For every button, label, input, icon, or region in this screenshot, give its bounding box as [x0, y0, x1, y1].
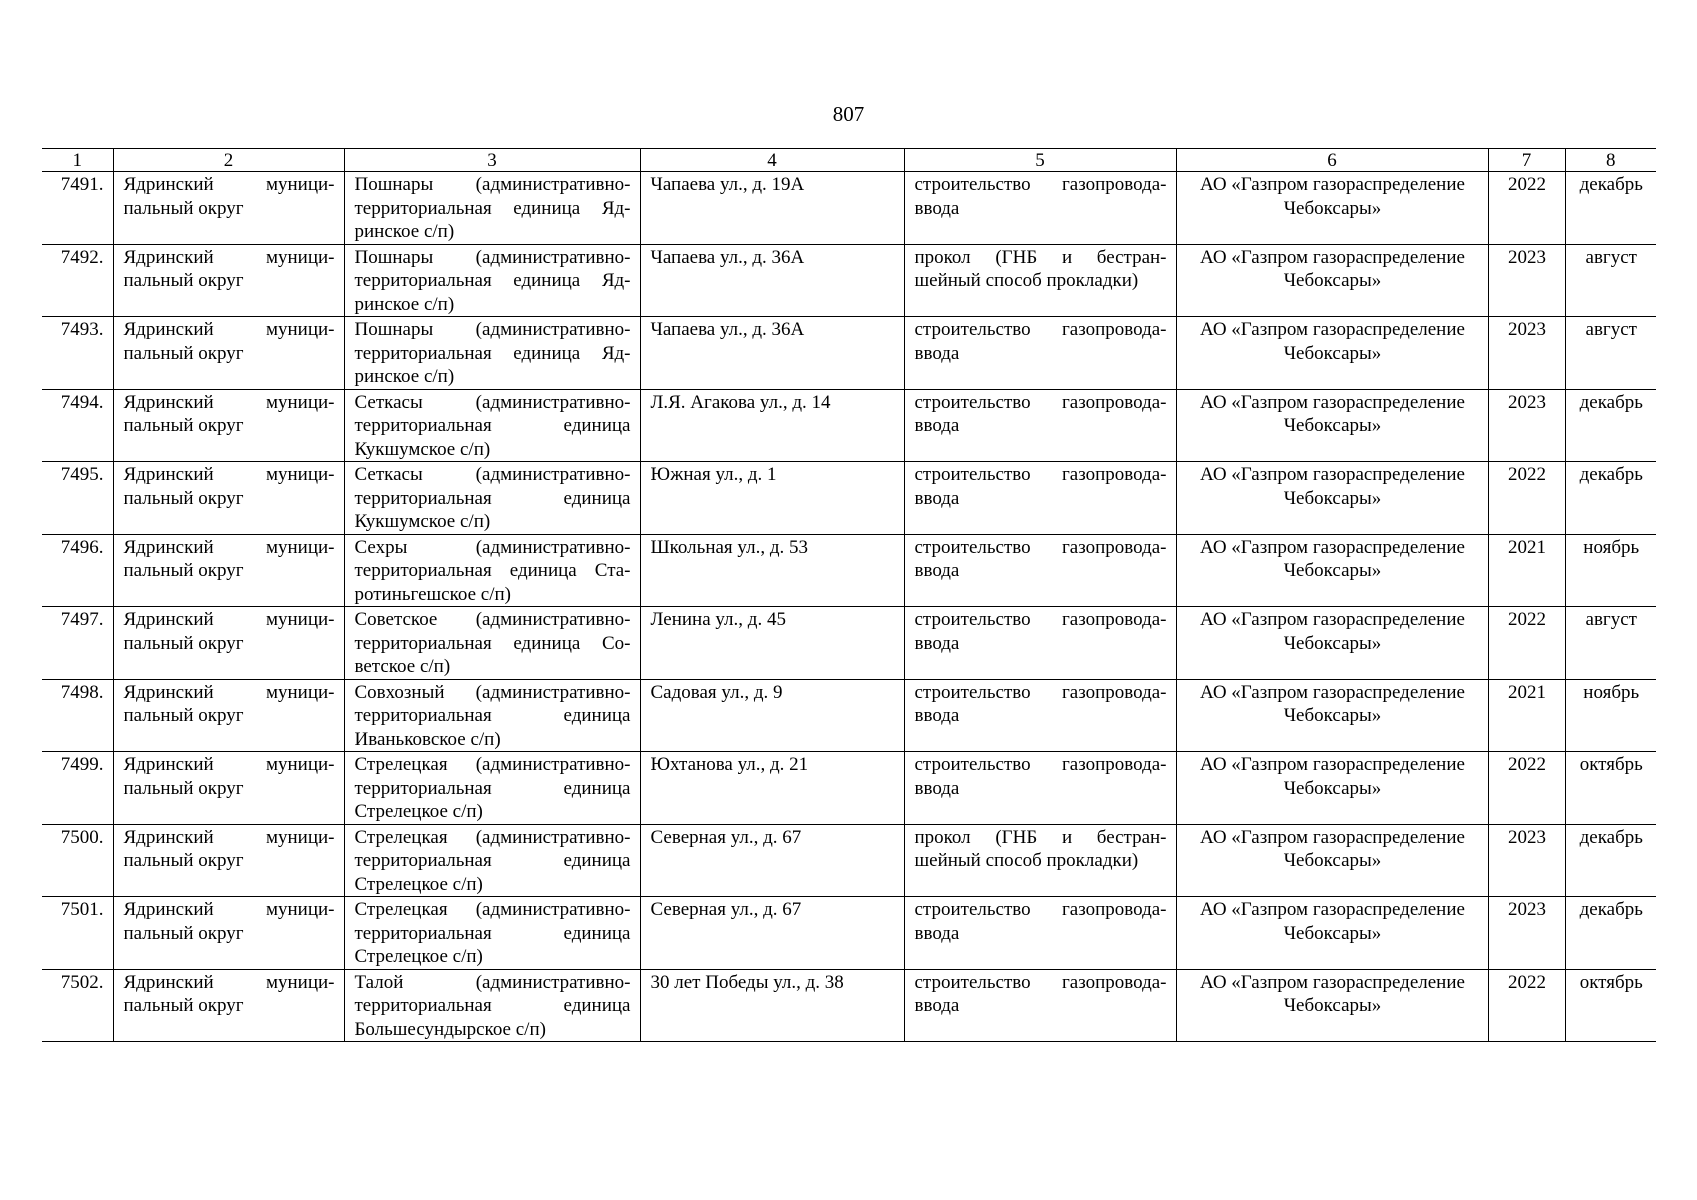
organization-cell-line: АО «Газпром газораспределение	[1200, 536, 1465, 558]
work-type-cell-line: строительство газопровода-	[914, 609, 1167, 630]
district-cell	[113, 244, 344, 317]
locality-cell-line: территориальная единица Яд-	[354, 342, 631, 364]
locality-cell-line: Иваньковское с/п)	[354, 728, 501, 750]
address-cell: Чапаева ул., д. 36А	[640, 244, 904, 317]
district-cell	[113, 679, 344, 752]
month-cell: август	[1565, 607, 1656, 680]
organization-cell-line: АО «Газпром газораспределение	[1200, 826, 1465, 848]
district-cell-line: Ядринский муници-	[123, 754, 335, 775]
district-cell-line: пальный округ	[123, 270, 244, 291]
work-type-cell-line: ввода	[914, 777, 960, 799]
organization-cell	[1176, 534, 1488, 607]
organization-cell	[1176, 679, 1488, 752]
work-type-cell	[904, 317, 1176, 390]
month-cell: декабрь	[1565, 172, 1656, 245]
locality-cell	[344, 462, 640, 535]
table-row	[42, 752, 1656, 825]
organization-cell	[1176, 752, 1488, 825]
address-cell: Садовая ул., д. 9	[640, 679, 904, 752]
work-type-cell-line: строительство газопровода-	[914, 899, 1167, 920]
organization-cell-line: Чебоксары»	[1283, 995, 1382, 1016]
organization-cell	[1176, 389, 1488, 462]
address-cell: Северная ул., д. 67	[640, 897, 904, 970]
row-number: 7493.	[42, 317, 113, 390]
locality-cell-line: территориальная единица	[354, 705, 631, 726]
work-type-cell-line: строительство газопровода-	[914, 391, 1167, 413]
locality-cell	[344, 824, 640, 897]
organization-cell	[1176, 172, 1488, 245]
work-type-cell	[904, 679, 1176, 752]
work-type-cell	[904, 534, 1176, 607]
table-row	[42, 897, 1656, 970]
locality-cell	[344, 752, 640, 825]
organization-cell-line: АО «Газпром газораспределение	[1200, 609, 1465, 630]
district-cell-line: пальный округ	[123, 197, 244, 219]
locality-cell-line: Стрелецкая (административно-	[354, 899, 631, 920]
work-type-cell-line: ввода	[914, 705, 960, 726]
locality-cell-line: ротиньгешское с/п)	[354, 583, 511, 605]
row-number: 7497.	[42, 607, 113, 680]
locality-cell-line: Стрелецкое с/п)	[354, 946, 483, 967]
organization-cell-line: АО «Газпром газораспределение	[1200, 464, 1465, 485]
organization-cell-line: АО «Газпром газораспределение	[1200, 971, 1465, 993]
year-cell: 2023	[1488, 389, 1565, 462]
organization-cell	[1176, 244, 1488, 317]
work-type-cell-line: ввода	[914, 632, 960, 654]
work-type-cell	[904, 172, 1176, 245]
locality-cell	[344, 607, 640, 680]
locality-cell-line: территориальная единица	[354, 850, 631, 871]
work-type-cell-line: ввода	[914, 922, 960, 944]
table-row	[42, 462, 1656, 535]
district-cell-line: Ядринский муници-	[123, 899, 335, 920]
district-cell-line: Ядринский муници-	[123, 609, 335, 630]
page-number: 807	[832, 102, 865, 126]
address-cell: 30 лет Победы ул., д. 38	[640, 969, 904, 1042]
year-cell: 2021	[1488, 679, 1565, 752]
column-header: 7	[1488, 149, 1565, 172]
district-cell-line: Ядринский муници-	[123, 971, 335, 993]
locality-cell-line: территориальная единица Ста-	[354, 560, 631, 581]
month-cell: декабрь	[1565, 897, 1656, 970]
district-cell-line: пальный округ	[123, 560, 244, 581]
district-cell-line: пальный округ	[123, 342, 244, 364]
locality-cell-line: ринское с/п)	[354, 221, 455, 242]
locality-cell	[344, 534, 640, 607]
district-cell	[113, 462, 344, 535]
table-row	[42, 244, 1656, 317]
work-type-cell	[904, 897, 1176, 970]
work-type-cell-line: строительство газопровода-	[914, 681, 1167, 703]
organization-cell	[1176, 607, 1488, 680]
locality-cell-line: Пошнары (административно-	[354, 246, 631, 268]
locality-cell-line: Стрелецкая (административно-	[354, 826, 631, 848]
organization-cell-line: Чебоксары»	[1283, 415, 1382, 436]
address-cell: Юхтанова ул., д. 21	[640, 752, 904, 825]
registry-body	[42, 172, 1656, 1042]
address-cell: Ленина ул., д. 45	[640, 607, 904, 680]
row-number: 7500.	[42, 824, 113, 897]
organization-cell-line: АО «Газпром газораспределение	[1200, 681, 1465, 703]
work-type-cell-line: ввода	[914, 342, 960, 364]
table-row	[42, 534, 1656, 607]
work-type-cell	[904, 969, 1176, 1042]
column-header: 4	[640, 149, 904, 172]
district-cell-line: пальный округ	[123, 415, 244, 436]
locality-cell	[344, 317, 640, 390]
locality-cell-line: ветское с/п)	[354, 656, 451, 677]
locality-cell-line: Сеткасы (административно-	[354, 391, 631, 413]
year-cell: 2023	[1488, 897, 1565, 970]
locality-cell-line: Советское (административно-	[354, 609, 631, 630]
registry-table	[42, 148, 1656, 1042]
district-cell	[113, 752, 344, 825]
month-cell: ноябрь	[1565, 679, 1656, 752]
year-cell: 2021	[1488, 534, 1565, 607]
work-type-cell	[904, 244, 1176, 317]
work-type-cell-line: прокол (ГНБ и бестран-	[914, 246, 1167, 268]
table-row	[42, 969, 1656, 1042]
organization-cell-line: Чебоксары»	[1283, 197, 1382, 219]
table-row	[42, 389, 1656, 462]
row-number: 7502.	[42, 969, 113, 1042]
locality-cell-line: Совхозный (административно-	[354, 681, 631, 703]
month-cell: декабрь	[1565, 462, 1656, 535]
organization-cell-line: АО «Газпром газораспределение	[1200, 899, 1465, 920]
work-type-cell-line: ввода	[914, 995, 960, 1016]
year-cell: 2023	[1488, 824, 1565, 897]
address-cell: Л.Я. Агакова ул., д. 14	[640, 389, 904, 462]
address-cell: Чапаева ул., д. 19А	[640, 172, 904, 245]
district-cell-line: пальный округ	[123, 487, 244, 509]
address-cell: Чапаева ул., д. 36А	[640, 317, 904, 390]
organization-cell	[1176, 824, 1488, 897]
column-header: 1	[42, 149, 113, 172]
district-cell-line: пальный округ	[123, 777, 244, 799]
district-cell-line: Ядринский муници-	[123, 826, 335, 848]
district-cell-line: Ядринский муници-	[123, 174, 335, 195]
organization-cell-line: АО «Газпром газораспределение	[1200, 319, 1465, 340]
header-row	[42, 149, 1656, 172]
locality-cell-line: Кукшумское с/п)	[354, 511, 491, 532]
work-type-cell-line: строительство газопровода-	[914, 464, 1167, 485]
row-number: 7498.	[42, 679, 113, 752]
locality-cell-line: территориальная единица Яд-	[354, 197, 631, 219]
month-cell: октябрь	[1565, 969, 1656, 1042]
district-cell	[113, 897, 344, 970]
work-type-cell-line: ввода	[914, 560, 960, 581]
locality-cell-line: Стрелецкая (административно-	[354, 754, 631, 775]
work-type-cell-line: строительство газопровода-	[914, 536, 1167, 558]
organization-cell-line: АО «Газпром газораспределение	[1200, 174, 1465, 195]
work-type-cell	[904, 607, 1176, 680]
locality-cell-line: территориальная единица	[354, 487, 631, 509]
locality-cell-line: ринское с/п)	[354, 293, 455, 315]
locality-cell-line: Сеткасы (административно-	[354, 464, 631, 485]
district-cell	[113, 534, 344, 607]
column-header: 5	[904, 149, 1176, 172]
table-row	[42, 317, 1656, 390]
locality-cell-line: Талой (административно-	[354, 971, 631, 993]
work-type-cell-line: шейный способ прокладки)	[914, 270, 1139, 291]
column-header: 2	[113, 149, 344, 172]
work-type-cell-line: ввода	[914, 197, 960, 219]
organization-cell-line: Чебоксары»	[1283, 342, 1382, 364]
district-cell-line: Ядринский муници-	[123, 681, 335, 703]
locality-cell	[344, 897, 640, 970]
row-number: 7492.	[42, 244, 113, 317]
locality-cell-line: территориальная единица	[354, 922, 631, 944]
district-cell-line: Ядринский муници-	[123, 464, 335, 485]
locality-cell-line: Сехры (административно-	[354, 536, 631, 558]
table-row	[42, 824, 1656, 897]
work-type-cell-line: шейный способ прокладки)	[914, 850, 1139, 871]
year-cell: 2022	[1488, 969, 1565, 1042]
organization-cell-line: Чебоксары»	[1283, 705, 1382, 726]
work-type-cell	[904, 389, 1176, 462]
organization-cell-line: Чебоксары»	[1283, 560, 1382, 581]
district-cell-line: пальный округ	[123, 850, 244, 871]
work-type-cell	[904, 752, 1176, 825]
work-type-cell-line: строительство газопровода-	[914, 971, 1167, 993]
district-cell-line: Ядринский муници-	[123, 319, 335, 340]
month-cell: декабрь	[1565, 389, 1656, 462]
month-cell: август	[1565, 317, 1656, 390]
row-number: 7496.	[42, 534, 113, 607]
locality-cell-line: территориальная единица	[354, 995, 631, 1016]
year-cell: 2022	[1488, 607, 1565, 680]
year-cell: 2022	[1488, 172, 1565, 245]
district-cell	[113, 969, 344, 1042]
organization-cell-line: Чебоксары»	[1283, 777, 1382, 799]
district-cell-line: Ядринский муници-	[123, 391, 335, 413]
work-type-cell	[904, 824, 1176, 897]
month-cell: декабрь	[1565, 824, 1656, 897]
district-cell-line: пальный округ	[123, 995, 244, 1016]
organization-cell-line: Чебоксары»	[1283, 922, 1382, 944]
locality-cell	[344, 969, 640, 1042]
organization-cell-line: АО «Газпром газораспределение	[1200, 246, 1465, 268]
year-cell: 2022	[1488, 462, 1565, 535]
year-cell: 2022	[1488, 752, 1565, 825]
district-cell-line: пальный округ	[123, 632, 244, 654]
district-cell	[113, 317, 344, 390]
organization-cell	[1176, 897, 1488, 970]
organization-cell-line: Чебоксары»	[1283, 270, 1382, 291]
district-cell	[113, 824, 344, 897]
work-type-cell-line: строительство газопровода-	[914, 754, 1167, 775]
row-number: 7499.	[42, 752, 113, 825]
organization-cell-line: Чебоксары»	[1283, 487, 1382, 509]
year-cell: 2023	[1488, 317, 1565, 390]
row-number: 7491.	[42, 172, 113, 245]
locality-cell	[344, 244, 640, 317]
organization-cell	[1176, 462, 1488, 535]
organization-cell	[1176, 317, 1488, 390]
work-type-cell-line: ввода	[914, 487, 960, 509]
organization-cell-line: АО «Газпром газораспределение	[1200, 391, 1465, 413]
locality-cell	[344, 172, 640, 245]
organization-cell-line: Чебоксары»	[1283, 850, 1382, 871]
locality-cell-line: Пошнары (административно-	[354, 174, 631, 195]
address-cell: Северная ул., д. 67	[640, 824, 904, 897]
district-cell-line: Ядринский муници-	[123, 246, 335, 268]
district-cell	[113, 607, 344, 680]
column-header: 8	[1565, 149, 1656, 172]
district-cell-line: пальный округ	[123, 922, 244, 944]
locality-cell-line: Стрелецкое с/п)	[354, 873, 483, 895]
organization-cell-line: АО «Газпром газораспределение	[1200, 754, 1465, 775]
locality-cell-line: ринское с/п)	[354, 366, 455, 387]
district-cell-line: Ядринский муници-	[123, 536, 335, 558]
address-cell: Школьная ул., д. 53	[640, 534, 904, 607]
column-header: 3	[344, 149, 640, 172]
month-cell: ноябрь	[1565, 534, 1656, 607]
locality-cell	[344, 679, 640, 752]
district-cell-line: пальный округ	[123, 705, 244, 726]
locality-cell-line: территориальная единица Яд-	[354, 270, 631, 291]
table-row	[42, 679, 1656, 752]
work-type-cell-line: строительство газопровода-	[914, 319, 1167, 340]
work-type-cell-line: прокол (ГНБ и бестран-	[914, 826, 1167, 848]
locality-cell-line: Пошнары (административно-	[354, 319, 631, 340]
month-cell: август	[1565, 244, 1656, 317]
locality-cell-line: территориальная единица	[354, 777, 631, 799]
table-row	[42, 607, 1656, 680]
locality-cell-line: Большесундырское с/п)	[354, 1018, 546, 1040]
district-cell	[113, 172, 344, 245]
district-cell	[113, 389, 344, 462]
row-number: 7501.	[42, 897, 113, 970]
work-type-cell	[904, 462, 1176, 535]
locality-cell-line: Кукшумское с/п)	[354, 438, 491, 460]
table-row	[42, 172, 1656, 245]
organization-cell	[1176, 969, 1488, 1042]
row-number: 7494.	[42, 389, 113, 462]
organization-cell-line: Чебоксары»	[1283, 632, 1382, 654]
row-number: 7495.	[42, 462, 113, 535]
locality-cell-line: территориальная единица	[354, 415, 631, 436]
address-cell: Южная ул., д. 1	[640, 462, 904, 535]
locality-cell	[344, 389, 640, 462]
month-cell: октябрь	[1565, 752, 1656, 825]
locality-cell-line: территориальная единица Со-	[354, 632, 631, 654]
work-type-cell-line: ввода	[914, 415, 960, 436]
year-cell: 2023	[1488, 244, 1565, 317]
column-header: 6	[1176, 149, 1488, 172]
work-type-cell-line: строительство газопровода-	[914, 174, 1167, 195]
locality-cell-line: Стрелецкое с/п)	[354, 801, 483, 822]
